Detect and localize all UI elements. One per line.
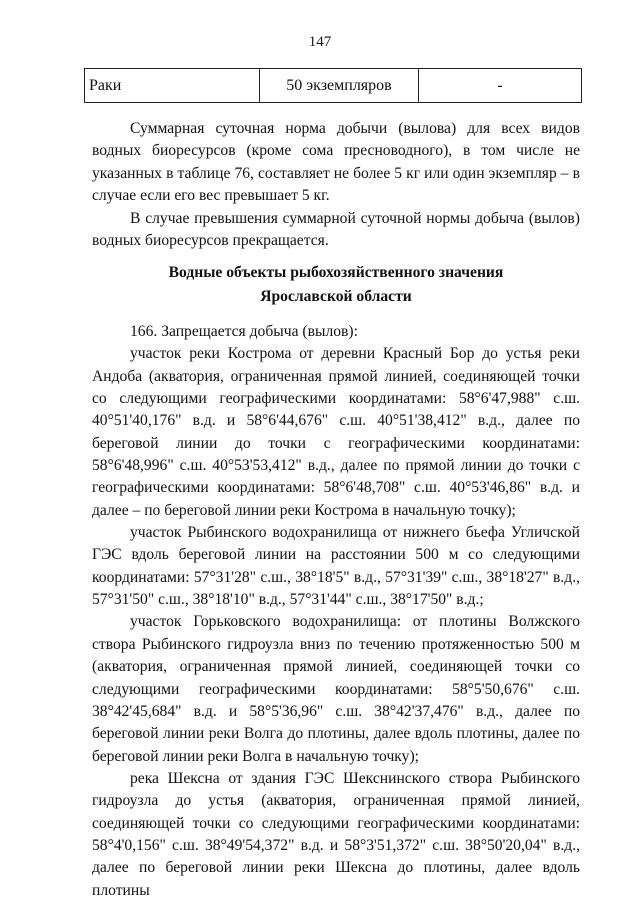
paragraph: река Шексна от здания ГЭС Шекснинского створа Рыбинского гидроузла до устья (акватория, ограниченная прямой линией, соединяющей точки со следующими географическими координатами: 58°4'0,156" с.ш. 38°49'54,372" в.д. и 58°3'51,372" с.ш. 38°50'20,04" в.д., далее по береговой линии реки Шексна до плотины, далее вдоль плотины [92, 769, 580, 899]
table-cell-limit: 50 экземпляров [260, 69, 419, 103]
page-number: 147 [308, 34, 332, 50]
catch-limit-table [84, 68, 582, 103]
paragraph: 166. Запрещается добыча (вылов): [130, 323, 358, 340]
paragraph: участок Рыбинского водохранилища от нижнего бьефа Угличской ГЭС вдоль береговой линии на расстоянии 500 м со следующими координатами: 57°31'28" с.ш., 38°18'5" в.д., 57°31'39" с.ш., 38°18'27" в.д., 57°31'50" с.ш., 38°18'10" в.д., 57°31'44" с.ш., 38°17'50" в.д.; [92, 524, 580, 609]
section-heading [92, 261, 580, 309]
paragraph: участок реки Кострома от деревни Красный Бор до устья реки Андоба (акватория, ограниченная прямой линией, соединяющей точки со следующими географическими координатами: 58°6'47,988" с.ш. 40°51'40,176" в.д. и 58°6'44,676" с.ш. 40°51'38,412" в.д., далее по береговой линии до точки с географическими координатами: 58°6'48,996" с.ш. 40°53'53,412" в.д., далее по прямой линии до точки с географическими координатами: 58°6'48,708" с.ш. 40°53'46,86" в.д. и далее – по береговой линии реки Кострома в начальную точку); [92, 345, 580, 519]
section-heading-line: Водные объекты рыбохозяйственного значения [168, 264, 504, 281]
paragraph: Суммарная суточная норма добычи (вылова) для всех видов водных биоресурсов (кроме сома пресноводного), в том числе не указанных в таблице 76, составляет не более 5 кг или один экземпляр – в случае если его вес превышает 5 кг. [92, 120, 580, 205]
section-heading-line: Ярославской области [260, 288, 412, 305]
intro-text [92, 118, 580, 252]
table-row [85, 69, 582, 103]
paragraph: участок Горьковского водохранилища: от плотины Волжского створа Рыбинского гидроузла вниз по течению протяженностью 500 м (акватория, ограниченная прямой линией, соединяющей точки со следующими географическими координатами: 58°5'50,676" с.ш. 38°42'45,684" в.д. и 58°5'36,96" с.ш. 38°42'37,476" в.д., далее по береговой линии реки Волга до плотины, далее вдоль плотины, далее по береговой линии реки Волга в начальную точку); [92, 613, 580, 765]
paragraph: В случае превышения суммарной суточной нормы добыча (вылов) водных биоресурсов прекращается. [92, 209, 580, 250]
table-cell-extra: - [419, 69, 582, 103]
table-cell-species: Раки [85, 69, 260, 103]
section-body [92, 321, 580, 902]
